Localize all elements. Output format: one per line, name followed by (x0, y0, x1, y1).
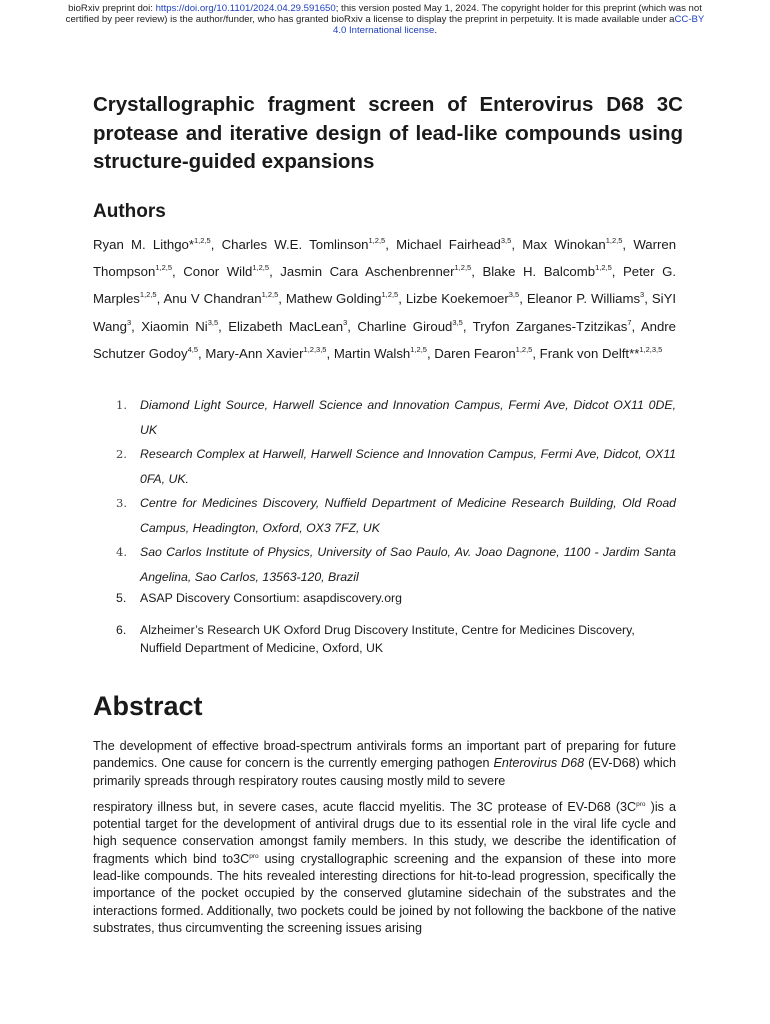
abstract-sentence: (EV-D68) which primarily spreads through respiratory routes causing mostly mild to severe (93, 756, 676, 788)
author-name: Andre Schutzer Godoy (93, 318, 677, 361)
affiliation-item (93, 393, 676, 442)
author-affiliation-marker: 3 (126, 317, 132, 327)
banner-suffix: . (434, 25, 437, 36)
affiliation-text: Alzheimer’s Research UK Oxford Drug Discovery Institute, Centre for Medicines Discovery, Nuffield Department of Medicine, Oxford, UK (140, 623, 635, 655)
author-affiliation-marker: 3,5 (508, 290, 520, 300)
author-name: Ryan M. Lithgo* (93, 237, 194, 252)
author (527, 291, 644, 306)
abstract-sentence: The development of effective broad-spectrum antivirals forms an important part of preparing for future pandemics. One cause for concern is the currently emerging pathogen (93, 739, 676, 771)
author-name: Michael Fairhead (396, 237, 501, 252)
author (93, 237, 211, 252)
affiliation-number: 4. (116, 545, 127, 559)
affiliation-list (93, 393, 676, 671)
author (183, 264, 269, 279)
abstract-heading: Abstract (93, 691, 203, 721)
author-name: Frank von Delft** (539, 345, 640, 361)
author (434, 346, 532, 361)
author (473, 319, 632, 334)
affiliation-item (93, 491, 676, 540)
author (357, 319, 463, 334)
author-affiliation-marker: 3 (640, 290, 645, 300)
abstract-sentence: using crystallographic screening and the expansion of these into more lead-like compounds. The hits revealed interesting directions for hit-to-lead progression, specifically the importance of the pocket occupied by the conserved glutamine sidechain of the substrates and the interactions formed. Additionally, two pockets could be joined by not following the backbone of the native substrates, thus circumventing the screening issues arising (93, 851, 676, 935)
author-affiliation-marker: 1,2,5 (155, 263, 172, 273)
author-name: Xiaomin Ni (141, 318, 208, 334)
author-name: Lizbe Koekemoer (405, 291, 509, 307)
affiliation-text: ASAP Discovery Consortium: asapdiscovery.org (140, 591, 402, 605)
author-affiliation-marker: 1,2,5 (515, 344, 533, 354)
author-name: Warren Thompson (93, 237, 677, 280)
doi-link[interactable]: https://doi.org/10.1101/2024.04.29.591650 (155, 3, 336, 14)
author-name: Charline Giroud (357, 318, 453, 334)
author-name: Eleanor P. Williams (526, 291, 641, 307)
author (222, 237, 386, 252)
author-affiliation-marker: 1,2,3,5 (639, 344, 663, 354)
author-name: Blake H. Balcomb (482, 264, 596, 280)
author-name: Tryfon Zarganes-Tzitzikas (472, 318, 628, 334)
superscript-pro: pro (249, 852, 259, 860)
banner-prefix: bioRxiv preprint doi: (68, 3, 156, 14)
license-link[interactable]: CC-BY 4.0 International license (332, 14, 705, 36)
affiliation-item (93, 589, 676, 607)
abstract-text (93, 738, 676, 937)
author (205, 346, 326, 361)
affiliation-number: 3. (116, 496, 127, 510)
author-name: Peter G. Marples (93, 264, 676, 307)
author (164, 291, 279, 306)
affiliation-number: 5. (116, 591, 127, 605)
affiliation-text: Centre for Medicines Discovery, Nuffield Department of Medicine Research Building, Old Road Campus, Headington, Oxford, OX3 7FZ, UK (140, 496, 676, 535)
author-affiliation-marker: 4,5 (187, 344, 198, 354)
author-affiliation-marker: 3 (343, 317, 348, 327)
affiliation-text: Diamond Light Source, Harwell Science and Innovation Campus, Fermi Ave, Didcot OX11 0DE, UK (140, 398, 676, 437)
preprint-banner (60, 3, 710, 36)
affiliation-text: Research Complex at Harwell, Harwell Science and Innovation Campus, Fermi Ave, Didcot, OX11 0FA, UK. (140, 447, 676, 486)
author-list: Ryan M. Lithgo*$^{1,2,5}$, Charles W.E. Tomlinson$^{1,2,5}$, Michael Fairhead$^{3,5}$, Max Winokan$^{1,2,5}$, Warren Thompson$^{1,2,5}$, Conor Wild$^{1,2,5}$, Jasmin Cara Aschenbrenner$^{1,2,5}$, Blake H. Balcomb$^{1,2,5}$, Peter G. Marples$^{1,2,5}$, Anu V Chandran$^{1,2,5}$, Mathew Golding$^{1,2,5}$, Lizbe Koekemoer$^{3,5}$, Eleanor P. Williams$^3$, SiYI Wang$^3$, Xiaomin Ni$^{3,5}$, Elizabeth MacLean$^3$, Charline Giroud$^{3,5}$, Tryfon Zarganes-Tzitzikas$^7$, Andre Schutzer Godoy$^{4,5}$, Mary-Ann Xavier$^{1,2,3,5}$, Martin Walsh$^{1,2,5}$, Daren Fearon$^{1,2,5}$, Frank von Delft**$^{1,2,3,5}$ (93, 236, 677, 361)
author (482, 264, 611, 279)
author-name: Jasmin Cara Aschenbrenner (280, 264, 455, 280)
affiliation-item (93, 442, 676, 491)
author-affiliation-marker: 1,2,5 (139, 290, 157, 300)
abstract-sentence: respiratory illness but, in severe cases, acute flaccid myelitis. The 3C protease of EV-D68 (3C (93, 799, 637, 814)
author (228, 319, 347, 334)
affiliation-number: 6. (116, 623, 127, 637)
authors-heading: Authors (93, 201, 166, 222)
author (406, 291, 519, 306)
affiliation-number: 1. (116, 398, 127, 412)
affiliation-number: 2. (116, 447, 127, 461)
author-name: Elizabeth MacLean (228, 318, 344, 334)
author-affiliation-marker: 1,2,5 (605, 236, 623, 245)
author-name: Charles W.E. Tomlinson (221, 237, 369, 252)
author-affiliation-marker: 3,5 (452, 317, 463, 327)
author-name: Mary-Ann Xavier (205, 345, 304, 361)
author-affiliation-marker: 1,2,5 (194, 236, 211, 245)
author-name: SiYI Wang (93, 291, 677, 334)
author-name: Daren Fearon (434, 345, 516, 361)
affiliation-text: Sao Carlos Institute of Physics, University of Sao Paulo, Av. Joao Dagnone, 1100 - Jardim Santa Angelina, Sao Carlos, 13563-120, Brazil (140, 545, 676, 584)
author (396, 237, 511, 252)
author-affiliation-marker: 3,5 (207, 317, 219, 327)
author-name: Martin Walsh (333, 345, 411, 361)
author (522, 237, 622, 252)
author-affiliation-marker: 1,2,3,5 (303, 344, 327, 354)
affiliation-item (93, 540, 676, 589)
author (141, 319, 218, 334)
affiliation-item (93, 621, 676, 657)
author-affiliation-marker: 3,5 (500, 236, 512, 245)
paper-title: Crystallographic fragment screen of Enterovirus D68 3C protease and iterative design of lead-like compounds using structure-guided expansions (93, 93, 683, 173)
author-name: Max Winokan (522, 237, 606, 252)
author-affiliation-marker: 7 (627, 317, 632, 327)
abstract-sentence: )is a potential target for the development of antiviral drugs due to its essential role in the viral life cycle and high sequence conservation amongst family members. In this study, we describe the identification of fragments which bind to3C (93, 799, 676, 866)
banner-middle: ; this version posted May 1, 2024. The copyright holder for this preprint (which was not certified by peer review) is the author/funder, who has granted bioRxiv a license to display the preprint in perpetuity. It is made available under a (65, 3, 702, 25)
author (286, 291, 398, 306)
author-affiliation-marker: 1,2,5 (252, 263, 270, 273)
author (280, 264, 471, 279)
author-name: Conor Wild (183, 264, 253, 280)
paragraph-gap (93, 790, 676, 799)
author-affiliation-marker: 1,2,5 (381, 290, 399, 300)
author-name: Anu V Chandran (163, 291, 262, 307)
author-affiliation-marker: 1,2,5 (261, 290, 279, 300)
author-name: Mathew Golding (285, 291, 382, 307)
author-affiliation-marker: 1,2,5 (454, 263, 472, 273)
author (540, 346, 663, 361)
author-affiliation-marker: 1,2,5 (410, 344, 427, 354)
abstract-italic-species: Enterovirus D68 (493, 756, 585, 771)
author (334, 346, 427, 361)
author-affiliation-marker: 1,2,5 (368, 236, 386, 245)
superscript-pro: pro (636, 800, 646, 808)
author-affiliation-marker: 1,2,5 (595, 263, 612, 273)
